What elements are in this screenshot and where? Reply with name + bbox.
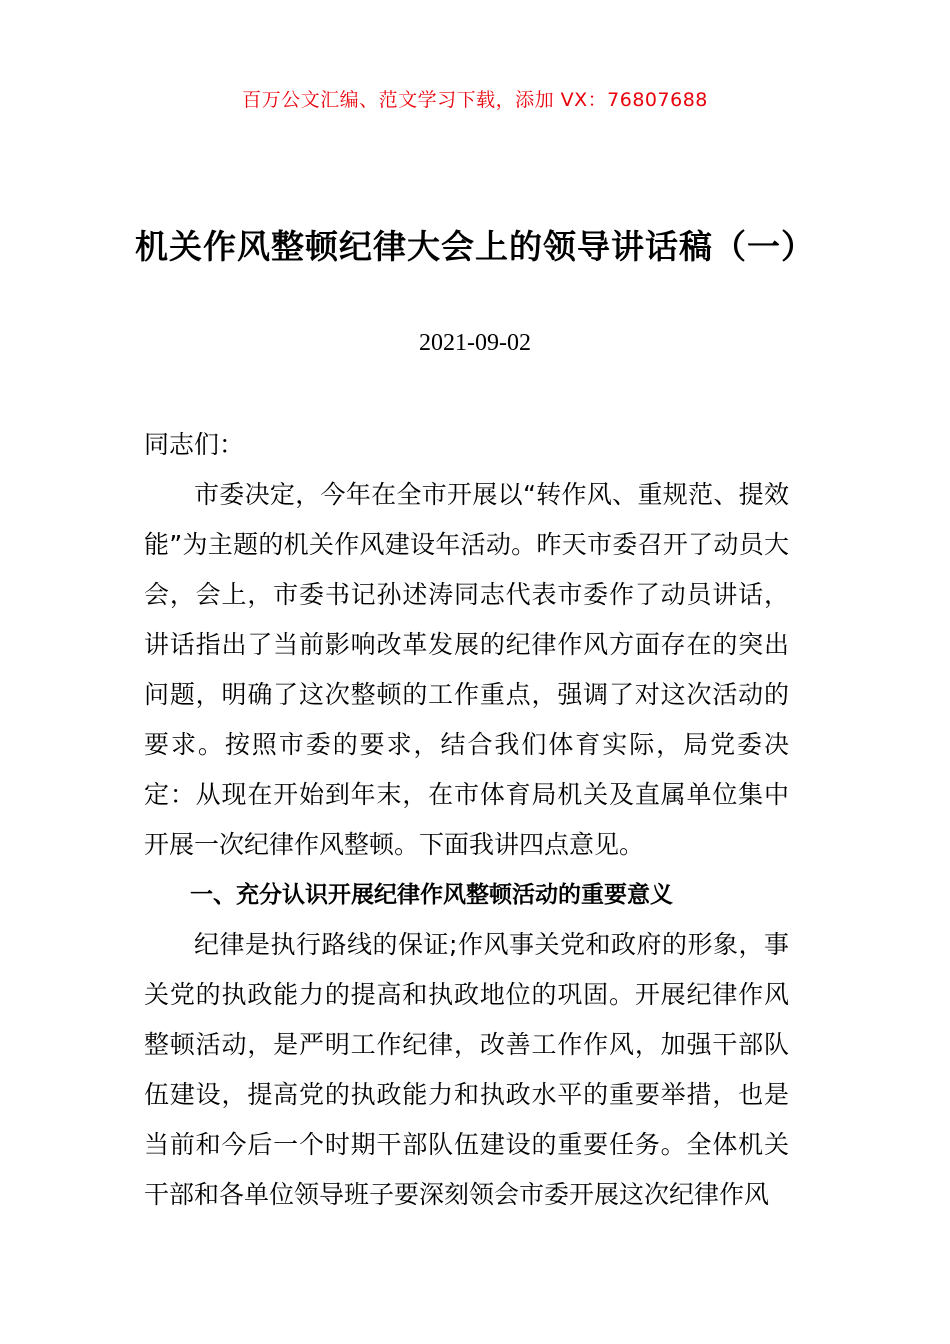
- section-heading-1: 一、充分认识开展纪律作风整顿活动的重要意义: [190, 882, 673, 908]
- document-body: [144, 420, 789, 1220]
- paragraph-intro: 市委决定，今年在全市开展以“转作风、重规范、提效能”为主题的机关作风建设年活动。昨天市委召开了动员大会，会上，市委书记孙述涛同志代表市委作了动员讲话，讲话指出了当前影响改革发展的纪律作风方面存在的突出问题，明确了这次整顿的工作重点，强调了对这次活动的要求。按照市委的要求，结合我们体育实际，局党委决定：从现在开始到年末，在市体育局机关及直属单位集中开展一次纪律作风整顿。下面我讲四点意见。: [144, 480, 789, 859]
- document-title: 机关作风整顿纪律大会上的领导讲话稿（一）: [135, 227, 815, 266]
- document-date: 2021-09-02: [419, 330, 531, 356]
- header-note: 百万公文汇编、范文学习下载，添加 VX：76807688: [242, 89, 708, 111]
- paragraph-section-1: 纪律是执行路线的保证;作风事关党和政府的形象，事关党的执政能力的提高和执政地位的巩固。开展纪律作风整顿活动，是严明工作纪律，改善工作作风，加强干部队伍建设，提高党的执政能力和执政水平的重要举措，也是当前和今后一个时期干部队伍建设的重要任务。全体机关干部和各单位领导班子要深刻领会市委开展这次纪律作风: [144, 930, 789, 1209]
- salutation: 同志们：: [144, 430, 245, 459]
